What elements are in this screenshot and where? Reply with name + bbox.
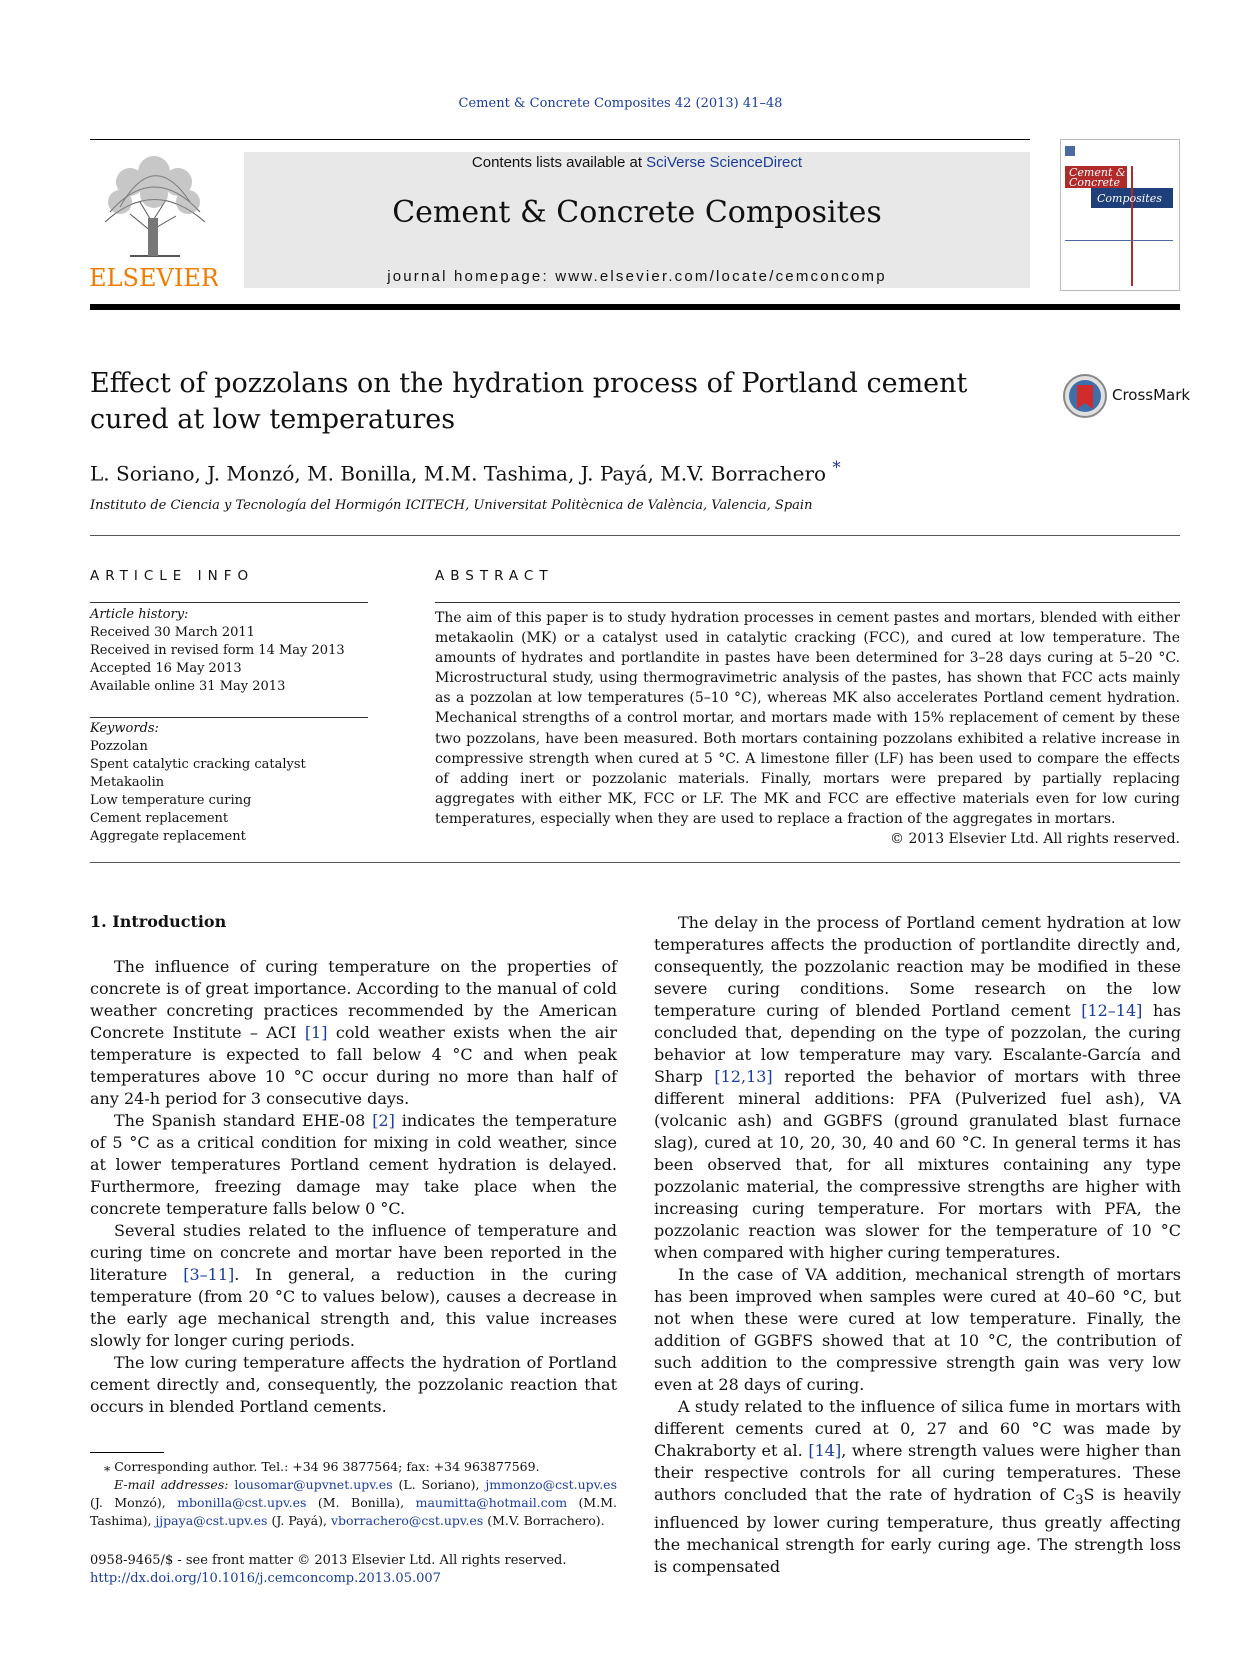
keyword: Pozzolan — [90, 739, 148, 754]
paragraph: Several studies related to the influence of temperature and curing time on concrete and mortar have been reported in the literature [3–11]. In general, a reduction in the curing temperature (from 20 °C to values below), causes a decrease in the early age mechanical strength and, this value increases slowly for longer curing periods. — [90, 1221, 617, 1350]
publication-meta — [90, 1552, 566, 1588]
publisher-name: ELSEVIER — [90, 264, 218, 292]
keywords-list — [90, 720, 368, 846]
doi-link[interactable]: http://dx.doi.org/10.1016/j.cemconcomp.2013.05.007 — [90, 1571, 441, 1586]
contents-line: Contents lists available at SciVerse ScienceDirect — [471, 154, 803, 171]
citation-link[interactable]: [2] — [372, 1111, 395, 1130]
history-item: Received 30 March 2011 — [90, 625, 255, 640]
citation-link[interactable]: [1] — [304, 1023, 328, 1042]
history-label: Article history: — [90, 607, 189, 622]
header-rule — [90, 139, 1030, 140]
elsevier-tree-icon — [90, 152, 218, 292]
keyword: Spent catalytic cracking catalyst — [90, 757, 306, 772]
citation-link[interactable]: [12–14] — [1081, 1001, 1143, 1020]
journal-cover — [1060, 139, 1180, 291]
svg-text:Composites: Composites — [1097, 192, 1162, 205]
paragraph: The Spanish standard EHE-08 [2] indicates the temperature of 5 °C as a critical condition for mixing in cold weather, since at lower temperatures Portland cement hydration is delayed. Furthermore, freezing damage may take place when the concrete temperature falls below 0 °C. — [90, 1111, 618, 1218]
author-list: L. Soriano, J. Monzó, M. Bonilla, M.M. Tashima, J. Payá, M.V. Borrachero * — [90, 458, 841, 486]
citation-link[interactable]: [3–11] — [183, 1265, 235, 1284]
abstract-copyright: © 2013 Elsevier Ltd. All rights reserved. — [890, 831, 1180, 848]
email-link[interactable]: maumitta@hotmail.com — [415, 1495, 568, 1510]
paragraph: In the case of VA addition, mechanical strength of mortars has been improved when samples were cured at 40–60 °C, but not when these were cured at low temperature. Finally, the addition of GGBFS showed that at 10 °C, the contribution of such addition to the compressive strength gain was very low even at 28 days of curing. — [654, 1265, 1181, 1394]
keyword: Low temperature curing — [90, 793, 252, 808]
history-item: Accepted 16 May 2013 — [90, 661, 242, 676]
keywords-label: Keywords: — [90, 721, 159, 736]
corresponding-author-mark[interactable]: * — [832, 458, 841, 477]
journal-reference[interactable]: Cement & Concrete Composites 42 (2013) 41–48 — [458, 96, 783, 111]
footnote — [90, 1458, 617, 1530]
article-history — [90, 606, 368, 696]
crossmark-label: CrossMark — [1112, 386, 1191, 404]
sciencedirect-link[interactable]: SciVerse ScienceDirect — [646, 154, 803, 171]
homepage-link[interactable]: www.elsevier.com/locate/cemconcomp — [555, 268, 887, 285]
journal-cover-icon — [1061, 140, 1179, 290]
paragraph: The delay in the process of Portland cement hydration at low temperatures affects the production of portlandite directly and, consequently, the pozzolanic reaction may be modified in these severe curing conditions. Some research on the low temperature curing of blended Portland cement [12–14] has concluded that, depending on the type of pozzolan, the curing behavior at low temperature may vary. Escalante-García and Sharp [12,13] reported the behavior of mortars with three different mineral additions: PFA (Pulverized fuel ash), VA (volcanic ash) and GGBFS (ground granulated blast furnace slag), cured at 10, 20, 30, 40 and 60 °C. In general terms it has been observed that, for all mixtures containing any type pozzolanic material, the compressive strengths are higher with increasing curing temperature. For mortars with PFA, the pozzolanic reaction was slower for the temperature of 10 °C when compared with higher curing temperatures. — [654, 913, 1182, 1262]
history-item: Available online 31 May 2013 — [90, 679, 286, 694]
email-link[interactable]: jjpaya@cst.upv.es — [155, 1513, 268, 1528]
paragraph: A study related to the influence of silica fume in mortars with different cements cured at 0, 27 and 60 °C was made by Chakraborty et al. [14], where strength values were higher than their respective controls for all curing temperatures. These authors concluded that the rate of hydration of $C_3S$ is heavily influenced by lower curing temperature, thus greatly affecting the mechanical strength for early curing age. The strength loss is compensated — [654, 1397, 1181, 1577]
left-column — [90, 956, 617, 1418]
masthead-rule — [90, 304, 1180, 310]
footnote-rule — [90, 1452, 164, 1453]
abstract-heading: ABSTRACT — [435, 568, 554, 584]
email-link[interactable]: lousomar@upvnet.upv.es — [234, 1477, 393, 1492]
affiliation: Instituto de Ciencia y Tecnología del Hormigón ICITECH, Universitat Politècnica de València, Valencia, Spain — [90, 498, 813, 513]
right-column — [654, 912, 1181, 1578]
citation-link[interactable]: [14] — [808, 1441, 842, 1460]
journal-homepage: journal homepage: www.elsevier.com/locate/cemconcomp — [387, 268, 887, 285]
email-addresses: E-mail addresses: lousomar@upvnet.upv.es (L. Soriano), jmmonzo@cst.upv.es (J. Monzó), mbonilla@cst.upv.es (M. Bonilla), maumitta@hotmail.com (M.M. Tashima), jjpaya@cst.upv.es (J. Payá), vborrachero@cst.upv.es (M.V. Borrachero). — [90, 1477, 617, 1528]
corresponding-author-note: ⁎ Corresponding author. Tel.: +34 96 3877564; fax: +34 963877569. — [104, 1459, 540, 1474]
introduction-heading: 1. Introduction — [90, 912, 227, 931]
abstract-end-rule — [90, 862, 1180, 863]
journal-masthead — [244, 152, 1030, 288]
issn-line: 0958-9465/$ - see front matter © 2013 Elsevier Ltd. All rights reserved. — [90, 1553, 567, 1568]
email-link[interactable]: mbonilla@cst.upv.es — [177, 1495, 307, 1510]
history-item: Received in revised form 14 May 2013 — [90, 643, 345, 658]
abstract-rule — [435, 602, 1180, 603]
email-link[interactable]: vborrachero@cst.upv.es — [330, 1513, 484, 1528]
svg-text:Cement &: Cement & — [1069, 166, 1126, 179]
keyword: Metakaolin — [90, 775, 165, 790]
article-info-heading: ARTICLE INFO — [90, 568, 255, 584]
email-link[interactable]: jmmonzo@cst.upv.es — [485, 1477, 617, 1492]
section-rule — [90, 535, 1180, 536]
elsevier-logo — [90, 152, 218, 292]
article-title: Effect of pozzolans on the hydration process of Portland cement cured at low temperatures — [90, 368, 968, 435]
svg-text:Concrete: Concrete — [1069, 176, 1120, 189]
abstract-text: The aim of this paper is to study hydration processes in cement pastes and mortars, blended with either metakaolin (MK) or a catalyst used in catalytic cracking (FCC), and cured at low temperature. The amounts of hydrates and portlandite in pastes have been determined for 3–28 days curing at 5–20 °C. Microstructural study, using thermogravimetric analysis of the pastes, has shown that FCC acts mainly as a pozzolan at low temperatures (5–10 °C), whereas MK also accelerates Portland cement hydration. Mechanical strengths of a control mortar, and mortars made with 15% replacement of cement by these two pozzolans, have been measured. Both mortars containing pozzolans exhibited a relative increase in compressive strength when cured at 5 °C. A limestone filler (LF) has been used to compare the effects of adding inert or pozzolanic materials. Finally, mortars were prepared by partially replacing aggregates with either MK, FCC or LF. The MK and FCC are effective materials even for low curing temperatures, especially when they are used to replace a fraction of the aggregates in mortars. — [435, 610, 1180, 827]
citation-link[interactable]: [12,13] — [714, 1067, 773, 1086]
article-info-rule — [90, 602, 368, 603]
keyword: Cement replacement — [90, 811, 229, 826]
paragraph: The low curing temperature affects the hydration of Portland cement directly and, consequently, the pozzolanic reaction that occurs in blended Portland cements. — [90, 1353, 617, 1416]
crossmark-badge[interactable] — [1062, 373, 1191, 419]
keyword: Aggregate replacement — [90, 829, 246, 844]
crossmark-icon — [1062, 373, 1108, 419]
keywords-rule — [90, 717, 368, 718]
paragraph: The influence of curing temperature on the properties of concrete is of great importance. According to the manual of cold weather concreting practices recommended by the American Concrete Institute – ACI [1] cold weather exists when the air temperature is expected to fall below 4 °C and when peak temperatures above 10 °C occur during no more than half of any 24-h period for 3 consecutive days. — [90, 957, 618, 1108]
abstract-body — [435, 608, 1180, 849]
journal-name: Cement & Concrete Composites — [392, 195, 882, 230]
